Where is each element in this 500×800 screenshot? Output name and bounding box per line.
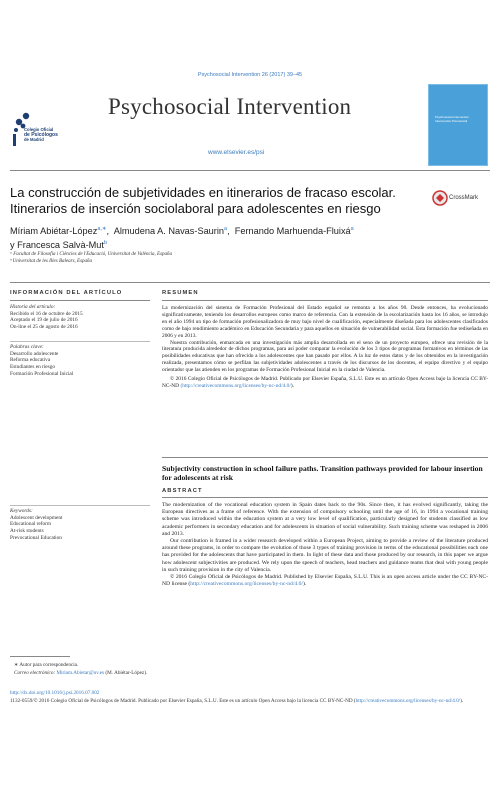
logo-text <box>24 128 58 142</box>
history-label: Historia del artículo: <box>10 304 56 310</box>
resumen-body <box>162 305 488 390</box>
affiliation: ᵃ Facultat de Filosofia i Ciències de l'Educació, Universitat de València, España <box>10 252 173 257</box>
header-rule <box>10 170 490 171</box>
journal-reference[interactable]: Psychosocial Intervention 26 (2017) 39–45 <box>197 72 303 78</box>
keywords-label: Keywords: <box>10 508 33 514</box>
author-name: Fernando Marhuenda-Fluixá <box>234 226 351 237</box>
cover-line: Intervención Psicosocial <box>435 119 468 123</box>
accepted-date: Aceptado el 19 de julio de 2016 <box>10 317 78 324</box>
journal-cover-thumbnail <box>428 84 488 166</box>
crossmark-icon <box>432 190 448 208</box>
author-affiliation-marker[interactable]: a <box>350 226 354 232</box>
copyright-text: access article under the CC BY-NC-ND license ( <box>162 574 488 588</box>
keywords-rule <box>10 505 150 506</box>
bottom-license <box>10 698 490 705</box>
license-link[interactable]: http://creativecommons.org/licenses/by-nc-nd/4.0/ <box>190 581 303 588</box>
copyright-end: ). <box>290 382 294 389</box>
article-info-heading: INFORMACIÓN DEL ARTÍCULO <box>10 290 123 296</box>
author-affiliation-marker[interactable]: a,∗ <box>97 226 107 232</box>
english-title: Subjectivity construction in school failure paths. Transition pathways provided for labour insertion for adolescents at risk <box>162 464 483 482</box>
keyword: Adolescent development <box>10 514 63 521</box>
doi-link <box>10 690 490 697</box>
email-label: Correo electrónico: <box>14 670 57 676</box>
author-affiliation-marker[interactable]: b <box>103 239 108 246</box>
author-affiliation-marker[interactable]: a <box>224 226 228 232</box>
abstract-paragraph: Our contribution is framed in a wider research developed within a European Project, aiming to provide a review of the literature produced around these programs, in order to compare the evolution of those 3 types of training provision in terms of the educational possibilities each one has provided for the adolescents that have participated in them. In light of these data and those produced by our research, in this paper we argue how adolescent subjectivities are produced. We rely upon the speech of teachers, head teachers and guidance teams that deal with young people in such training provision in the city of Valencia. <box>162 538 488 573</box>
logo-line: de Madrid <box>24 136 44 142</box>
doi[interactable]: http://dx.doi.org/10.1016/j.psi.2016.07.002 <box>10 690 100 696</box>
footnote-rule <box>10 656 70 657</box>
email-note <box>14 670 147 676</box>
keyword: Desarrollo adolescente <box>10 350 59 357</box>
info-rule <box>10 341 150 342</box>
keyword: At-risk students <box>10 528 44 535</box>
copyright-text: © 2016 Colegio Oficial de Psicólogos de Madrid. Published by Elsevier España, S.L.U. This is an open <box>170 574 405 581</box>
author-list: Míriam Abiétar-López$^{a,∗}$, Almudena A. Navas-Saurin$^a$, Fernando Marhuenda-Fluixá$^a$ y Francesca Salvà-Mut$^b$ <box>10 226 354 250</box>
keyword: Estudiantes en riesgo <box>10 364 56 371</box>
copyright-text: © 2016 Colegio Oficial de Psicólogos de Madrid. Publicado por Elsevier España, S.L.U. Este es un <box>170 376 387 383</box>
cover-line: Psychosocial Intervention <box>435 115 470 119</box>
corresponding-author-note: ∗ Autor para correspondencia. <box>14 662 79 668</box>
resumen-heading: RESUMEN <box>162 290 199 296</box>
keywords-label: Palabras clave: <box>10 344 44 350</box>
resumen-rule <box>162 300 488 301</box>
section-rule <box>10 282 490 283</box>
copyright-text: artículo Open Access bajo la licencia CC BY-NC-ND <box>162 376 488 389</box>
license-link[interactable]: http://creativecommons.org/licenses/by-nc-nd/4.0/ <box>355 698 461 704</box>
license-link[interactable]: (http://creativecommons.org/licenses/by-nc-nd/4.0/ <box>180 382 291 389</box>
affiliation: ᵇ Universitat de les Illes Balears, España <box>10 259 93 264</box>
abstract-body <box>162 502 488 588</box>
journal-title: Psychosocial Intervention <box>108 94 352 119</box>
article-history <box>10 304 150 331</box>
keywords-es <box>10 344 150 378</box>
resumen-paragraph: La modernización del sistema de Formación Profesional del Estado español se remonta a los años 90. Desde entonces, ha evolucionado significativamente, teniendo los desarrollos europeos como marco de referencia. Con la extensión de la escolarización hasta los 16 años, se introdujo en el año 1994 un tipo de formación profesionalizadora de muy bajo nivel de cualificación, especialmente diseñada para los adolescentes clasificados como de bajo rendimiento académico en Educación Secundaria y para aquellos en situación de vulnerabilidad social. Esta formación fue rediseñada en 2006 y en 2013. <box>162 305 488 339</box>
received-date: Recibido el 16 de octubre de 2015 <box>10 310 83 317</box>
abstract-rule <box>162 497 488 498</box>
resumen-paragraph: Nuestra contribución, enmarcada en una investigación más amplia desarrollada en el seno de un proyecto europeo, ofrece una revisión de la literatura producida alrededor de dichos programas, para así poder comparar la evolución de los 3 tipos de programas formativos en términos de las posibilidades educativas que han ofrecido a los adolescentes que han pasado por ellos. A la luz de estos datos y de los obtenidos en la investigación realizada, presentamos cómo se perfilan las subjetividades adolescentes a través de los discursos de los docentes, el equipo directivo y el equipo orientador que las atienden en los programas de Formación Profesional Inicial en la ciudad de Valencia. <box>162 339 488 374</box>
english-rule <box>162 457 488 458</box>
crossmark-label: CrossMark <box>449 195 479 201</box>
keyword: Reforma educativa <box>10 357 51 364</box>
affiliations <box>10 251 480 265</box>
journal-url[interactable]: www.elsevier.es/psi <box>208 149 265 156</box>
abstract-copyright <box>162 574 488 588</box>
keyword: Prevocational Education <box>10 534 62 541</box>
info-rule <box>10 300 150 301</box>
abstract-heading: ABSTRACT <box>162 488 203 494</box>
email-link[interactable]: Miriam.Abietar@uv.es <box>56 670 105 676</box>
email-name: (M. Abiétar-López). <box>104 670 148 676</box>
crossmark-button[interactable] <box>432 190 488 212</box>
copyright-end: ). <box>302 581 307 588</box>
logo-line: de Psicólogos <box>24 131 58 138</box>
author-name: Míriam Abiétar-López <box>10 226 98 237</box>
keyword: Formación Profesional Inicial <box>10 370 74 377</box>
logo-line: Colegio Oficial <box>24 127 54 132</box>
abstract-paragraph: The modernization of the vocational education system in Spain dates back to the 90s. Since then, it has evolved significantly, taking the European directives as a frame of reference. With the extension of compulsory schooling until the age of 16, in 1994 a vocational training scheme was introduced within the education system at a very low level of qualification, particularly designed for students classified as low academic performers in secondary education and for adolescents in situation of social vulnerability. Such training scheme was reshaped in 2006 and 2013. <box>162 502 488 537</box>
license-end: ). <box>460 698 464 704</box>
keywords-en <box>10 508 150 542</box>
author-name: Almudena A. Navas-Saurin <box>113 226 224 237</box>
resumen-copyright <box>162 376 488 390</box>
keyword: Educational reform <box>10 521 52 528</box>
license-text: 1132-0559/© 2016 Colegio Oficial de Psicólogos de Madrid. Publicado por Elsevier España, S.L.U. Este es un artículo Open Access bajo la licencia CC BY-NC-ND ( <box>10 698 356 704</box>
online-date: On-line el 25 de agosto de 2016 <box>10 324 78 331</box>
author-name: y Francesca Salvà-Mut <box>10 239 104 250</box>
article-title: La construcción de subjetividades en itinerarios de fracaso escolar. Itinerarios de inserción sociolaboral para adolescentes en riesgo <box>10 185 396 216</box>
